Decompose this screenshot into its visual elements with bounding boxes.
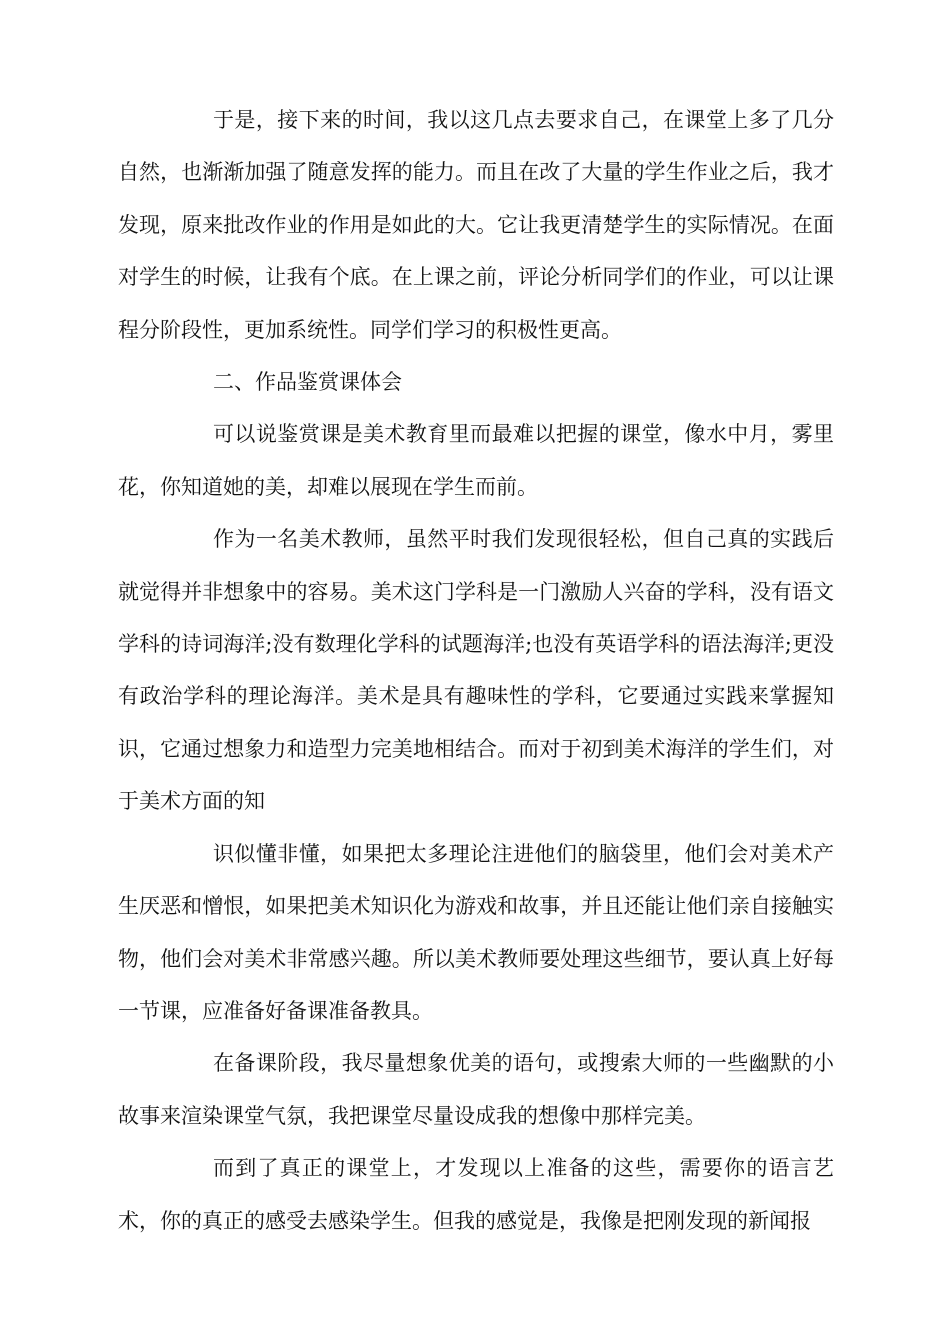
section-heading: 二、作品鉴赏课体会 [213, 370, 402, 395]
paragraph: 而到了真正的课堂上，才发现以上准备的这些，需要你的语言艺术，你的真正的感受去感染学生。但我的感觉是，我像是把刚发现的新闻报 [118, 1156, 834, 1233]
paragraph: 作为一名美术教师，虽然平时我们发现很轻松，但自己真的实践后就觉得并非想象中的容易。美术这门学科是一门激励人兴奋的学科，没有语文学科的诗词海洋;没有数理化学科的试题海洋;也没有英语学科的语法海洋;更没有政治学科的理论海洋。美术是具有趣味性的学科，它要通过实践来掌握知识，它通过想象力和造型力完美地相结合。而对于初到美术海洋的学生们，对于美术方面的知 [118, 527, 834, 814]
paragraph: 于是，接下来的时间，我以这几点去要求自己，在课堂上多了几分自然，也渐渐加强了随意发挥的能力。而且在改了大量的学生作业之后，我才发现，原来批改作业的作用是如此的大。它让我更清楚学生的实际情况。在面对学生的时候，让我有个底。在上课之前，评论分析同学们的作业，可以让课程分阶段性，更加系统性。同学们学习的积极性更高。 [118, 108, 834, 342]
paragraph: 识似懂非懂，如果把太多理论注进他们的脑袋里，他们会对美术产生厌恶和憎恨，如果把美术知识化为游戏和故事，并且还能让他们亲自接触实物，他们会对美术非常感兴趣。所以美术教师要处理这些细节，要认真上好每一节课，应准备好备课准备教具。 [118, 841, 834, 1023]
document-page [118, 94, 834, 1247]
paragraph: 在备课阶段，我尽量想象优美的语句，或搜索大师的一些幽默的小故事来渲染课堂气氛，我把课堂尽量设成我的想像中那样完美。 [118, 1051, 834, 1128]
paragraph: 可以说鉴赏课是美术教育里而最难以把握的课堂，像水中月，雾里花，你知道她的美，却难以展现在学生而前。 [118, 422, 834, 499]
